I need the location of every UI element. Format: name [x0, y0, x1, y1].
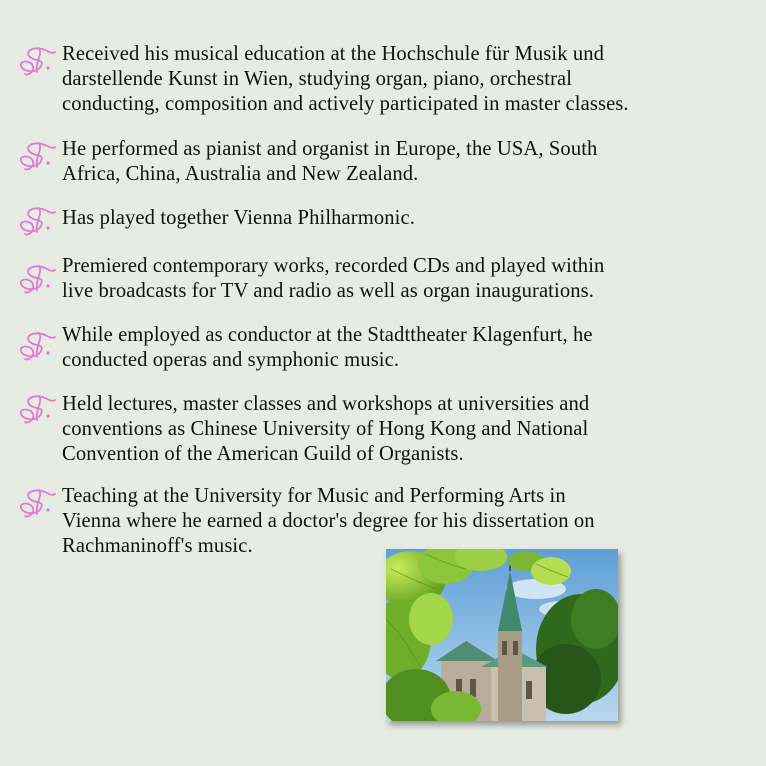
- bio-item-conductor: [62, 323, 752, 373]
- bio-item-text: Teaching at the University for Music and Performing Arts in Vienna where he earned a doctor's degree for his dissertation on Rachmaninoff's music.: [62, 485, 595, 557]
- pink-clef-bullet-icon: [15, 486, 57, 522]
- church-spire-photo: [386, 549, 618, 721]
- bio-item-lectures: [62, 392, 752, 467]
- pink-clef-bullet-icon: [15, 392, 57, 428]
- bio-item-education: [62, 42, 752, 117]
- bio-item-text: Held lectures, master classes and workshops at universities and conventions as Chinese University of Hong Kong and National Convention of the American Guild of Organists.: [62, 393, 590, 465]
- pink-clef-bullet-icon: [15, 44, 57, 80]
- pink-clef-bullet-icon: [15, 329, 57, 365]
- pink-clef-bullet-icon: [15, 262, 57, 298]
- pink-clef-bullet-icon: [15, 204, 57, 240]
- bio-item-text: Has played together Vienna Philharmonic.: [62, 207, 415, 229]
- bio-item-philharmonic: [62, 206, 752, 231]
- bio-item-teaching: [62, 484, 752, 559]
- church-spire-illustration: [386, 549, 618, 721]
- bio-item-text: While employed as conductor at the Stadttheater Klagenfurt, he conducted operas and symphonic music.: [62, 324, 593, 371]
- bio-item-text: He performed as pianist and organist in Europe, the USA, South Africa, China, Australia and New Zealand.: [62, 138, 598, 185]
- bio-item-text: Received his musical education at the Hochschule für Musik und darstellende Kunst in Wien, studying organ, piano, orchestral conducting, composition and actively participated in master classes.: [62, 43, 629, 115]
- bio-item-performances: [62, 137, 752, 187]
- bio-item-premieres: [62, 254, 752, 304]
- pink-clef-bullet-icon: [15, 139, 57, 175]
- bio-item-text: Premiered contemporary works, recorded CDs and played within live broadcasts for TV and radio as well as organ inaugurations.: [62, 255, 605, 302]
